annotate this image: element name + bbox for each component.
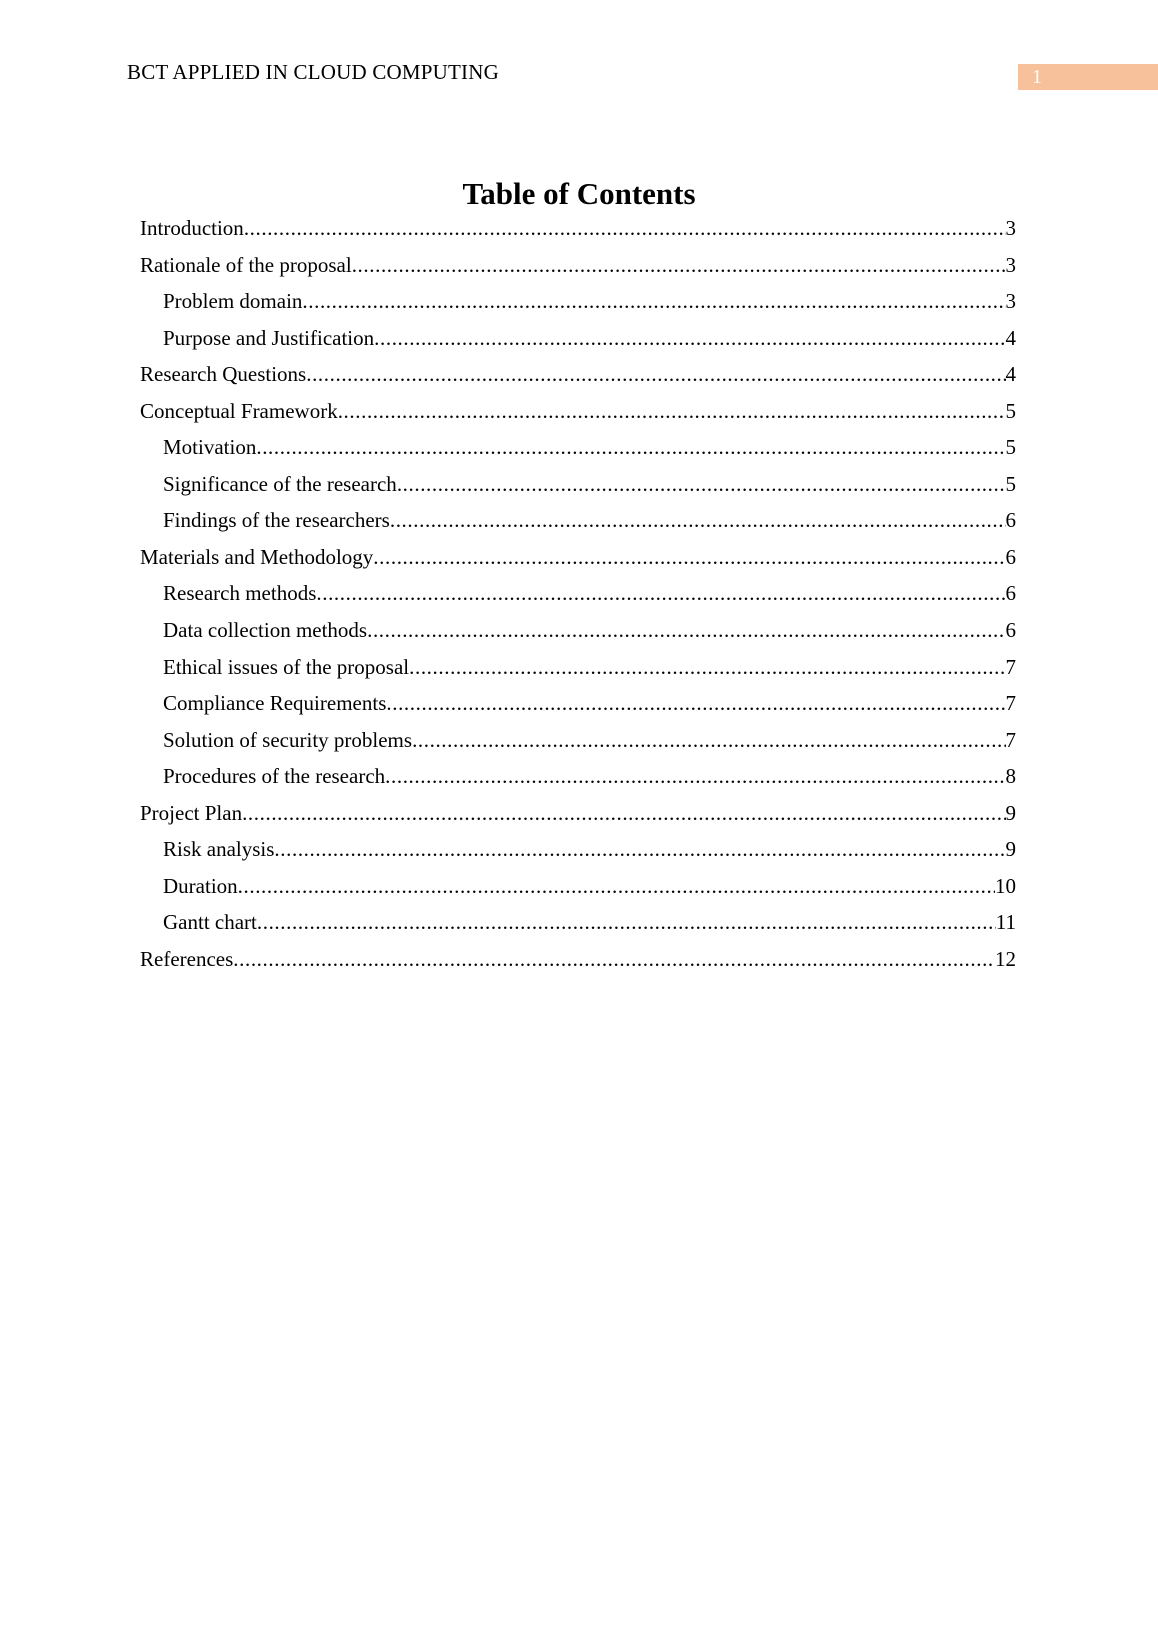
toc-entry-page: 7 [1005, 654, 1016, 679]
toc-dot-leader [385, 758, 1005, 795]
toc-entry[interactable] [140, 502, 1016, 539]
toc-entry-page: 3 [1005, 289, 1016, 314]
toc-entry-page: 10 [995, 873, 1016, 898]
toc-entry[interactable] [140, 320, 1016, 357]
toc-entry[interactable] [140, 722, 1016, 759]
toc-entry[interactable] [140, 575, 1016, 612]
toc-entry-label: Solution of security problems [163, 727, 413, 752]
toc-dot-leader [390, 502, 1006, 539]
toc-entry-label: Findings of the researchers [163, 508, 390, 533]
toc-entry[interactable] [140, 831, 1016, 868]
toc-entry-label: Introduction [140, 216, 244, 240]
toc-entry-page: 5 [1005, 398, 1016, 423]
toc-dot-leader [374, 320, 1005, 357]
toc-entry-label: Problem domain [163, 289, 303, 314]
running-header: BCT APPLIED IN CLOUD COMPUTING [127, 60, 499, 84]
toc-entry-label: Conceptual Framework [140, 398, 338, 423]
toc-entry-label: Rationale of the proposal [140, 252, 352, 277]
toc-entry-label: Risk analysis [163, 837, 275, 862]
toc-entry-label: Data collection methods [163, 618, 368, 643]
toc-entry-page: 7 [1005, 691, 1016, 716]
toc-dot-leader [373, 539, 1005, 576]
toc-entry-label: Research methods [163, 581, 317, 606]
toc-entry-page: 12 [995, 946, 1016, 971]
toc-entry-page: 9 [1005, 837, 1016, 862]
toc-entry-page: 5 [1005, 435, 1016, 460]
toc-entry[interactable] [140, 612, 1016, 649]
toc-entry-label: Duration [163, 873, 238, 898]
toc-entry[interactable] [140, 466, 1016, 503]
toc-dot-leader [306, 356, 1005, 393]
toc-entry-page: 6 [1005, 508, 1016, 533]
page-number-badge: 1 [1018, 64, 1158, 90]
toc-entry[interactable] [140, 868, 1016, 905]
toc-entry[interactable] [140, 283, 1016, 320]
toc-dot-leader [316, 575, 1005, 612]
toc-dot-leader [256, 429, 1005, 466]
toc-entry[interactable] [140, 539, 1016, 576]
toc-entry-page: 6 [1005, 618, 1016, 643]
toc-dot-leader [397, 466, 1006, 503]
toc-entry[interactable] [140, 758, 1016, 795]
toc-entry-label: Procedures of the research [163, 764, 386, 789]
toc-entry[interactable] [140, 941, 1016, 978]
toc-entry[interactable] [140, 393, 1016, 430]
toc-entry-page: 3 [1005, 216, 1016, 240]
toc-entry-page: 4 [1005, 362, 1016, 387]
toc-entry-page: 6 [1005, 544, 1016, 569]
toc-dot-leader [233, 941, 995, 978]
toc-dot-leader [412, 722, 1005, 759]
toc-entry[interactable] [140, 649, 1016, 686]
toc-entry-label: References [140, 946, 234, 971]
toc-entry-page: 11 [995, 910, 1016, 935]
toc-dot-leader [367, 612, 1005, 649]
toc-entry-page: 8 [1005, 764, 1016, 789]
toc-entry-page: 6 [1005, 581, 1016, 606]
table-of-contents [140, 210, 1016, 977]
toc-entry-page: 7 [1005, 727, 1016, 752]
toc-dot-leader [409, 649, 1005, 686]
toc-entry-page: 4 [1005, 325, 1016, 350]
toc-entry[interactable] [140, 356, 1016, 393]
toc-dot-leader [338, 393, 1006, 430]
toc-entry-label: Materials and Methodology [140, 544, 374, 569]
toc-entry[interactable] [140, 247, 1016, 284]
toc-entry-label: Project Plan [140, 800, 243, 825]
toc-entry-page: 9 [1005, 800, 1016, 825]
toc-entry-label: Purpose and Justification [163, 325, 375, 350]
toc-entry[interactable] [140, 685, 1016, 722]
toc-entry-page: 5 [1005, 471, 1016, 496]
toc-entry[interactable] [140, 429, 1016, 466]
toc-entry[interactable] [140, 904, 1016, 941]
toc-dot-leader [244, 210, 1006, 247]
toc-entry[interactable] [140, 210, 1016, 247]
toc-dot-leader [352, 247, 1006, 284]
toc-entry-label: Gantt chart [163, 910, 257, 935]
toc-title: Table of Contents [462, 176, 696, 211]
toc-dot-leader [238, 868, 995, 905]
toc-entry-label: Compliance Requirements [163, 691, 387, 716]
toc-entry-label: Significance of the research [163, 471, 397, 496]
toc-dot-leader [274, 831, 1005, 868]
toc-dot-leader [302, 283, 1005, 320]
toc-entry-label: Motivation [163, 435, 257, 460]
toc-entry-label: Ethical issues of the proposal [163, 654, 410, 679]
toc-dot-leader [242, 795, 1005, 832]
toc-dot-leader [386, 685, 1005, 722]
toc-entry-label: Research Questions [140, 362, 307, 387]
toc-entry-page: 3 [1005, 252, 1016, 277]
toc-dot-leader [257, 904, 996, 941]
toc-entry[interactable] [140, 795, 1016, 832]
